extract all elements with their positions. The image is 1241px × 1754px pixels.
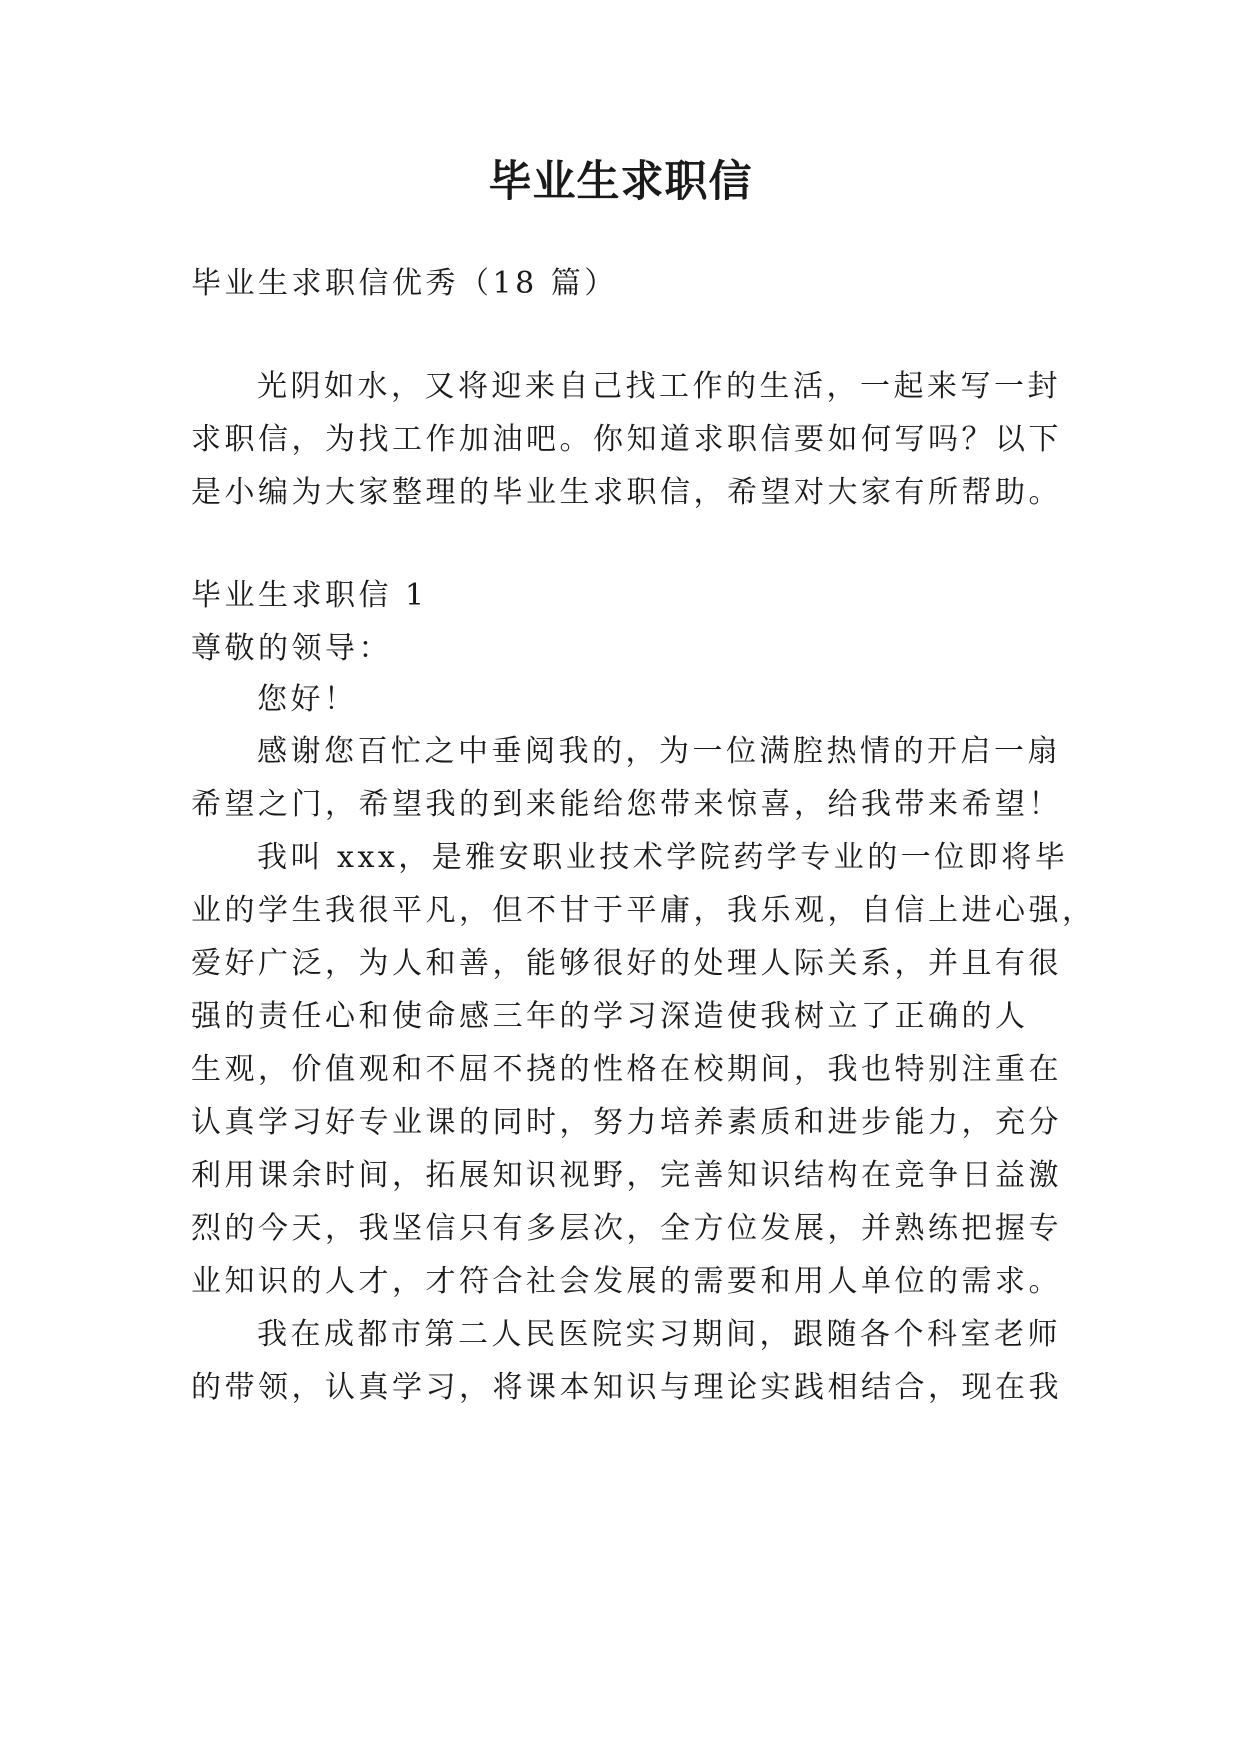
greeting: 您好！ bbox=[257, 682, 358, 717]
body-line-12: 我在成都市第二人民医院实习期间，跟随各个科室老师 bbox=[257, 1317, 1061, 1352]
salutation: 尊敬的领导： bbox=[191, 631, 392, 666]
intro-line-2: 求职信，为找工作加油吧。你知道求职信要如何写吗？以下 bbox=[191, 422, 1062, 457]
body-line-1: 感谢您百忙之中垂阅我的，为一位满腔热情的开启一扇 bbox=[257, 734, 1061, 769]
intro-line-1: 光阴如水，又将迎来自己找工作的生活，一起来写一封 bbox=[257, 369, 1061, 404]
body-line-6: 强的责任心和使命感三年的学习深造使我树立了正确的人 bbox=[191, 999, 1029, 1034]
body-line-8: 认真学习好专业课的同时，努力培养素质和进步能力，充分 bbox=[191, 1105, 1062, 1140]
body-line-13: 的带领，认真学习，将课本知识与理论实践相结合，现在我 bbox=[191, 1370, 1062, 1405]
document-title: 毕业生求职信 bbox=[488, 157, 753, 207]
body-line-9: 利用课余时间，拓展知识视野，完善知识结构在竞争日益激 bbox=[191, 1158, 1062, 1193]
section-heading: 毕业生求职信 1 bbox=[191, 578, 428, 613]
body-line-10: 烈的今天，我坚信只有多层次，全方位发展，并熟练把握专 bbox=[191, 1211, 1062, 1246]
body-line-7: 生观，价值观和不屈不挠的性格在校期间，我也特别注重在 bbox=[191, 1052, 1062, 1087]
body-line-3: 我叫 xxx，是雅安职业技术学院药学专业的一位即将毕 bbox=[257, 840, 1069, 875]
body-line-11: 业知识的人才，才符合社会发展的需要和用人单位的需求。 bbox=[191, 1264, 1062, 1299]
body-line-4: 业的学生我很平凡，但不甘于平庸，我乐观，自信上进心强， bbox=[191, 893, 1096, 928]
body-line-5: 爱好广泛，为人和善，能够很好的处理人际关系，并且有很 bbox=[191, 946, 1062, 981]
body-line-2: 希望之门，希望我的到来能给您带来惊喜，给我带来希望！ bbox=[191, 787, 1062, 822]
document-subtitle: 毕业生求职信优秀（18 篇） bbox=[191, 266, 618, 301]
intro-line-3: 是小编为大家整理的毕业生求职信，希望对大家有所帮助。 bbox=[191, 475, 1062, 510]
